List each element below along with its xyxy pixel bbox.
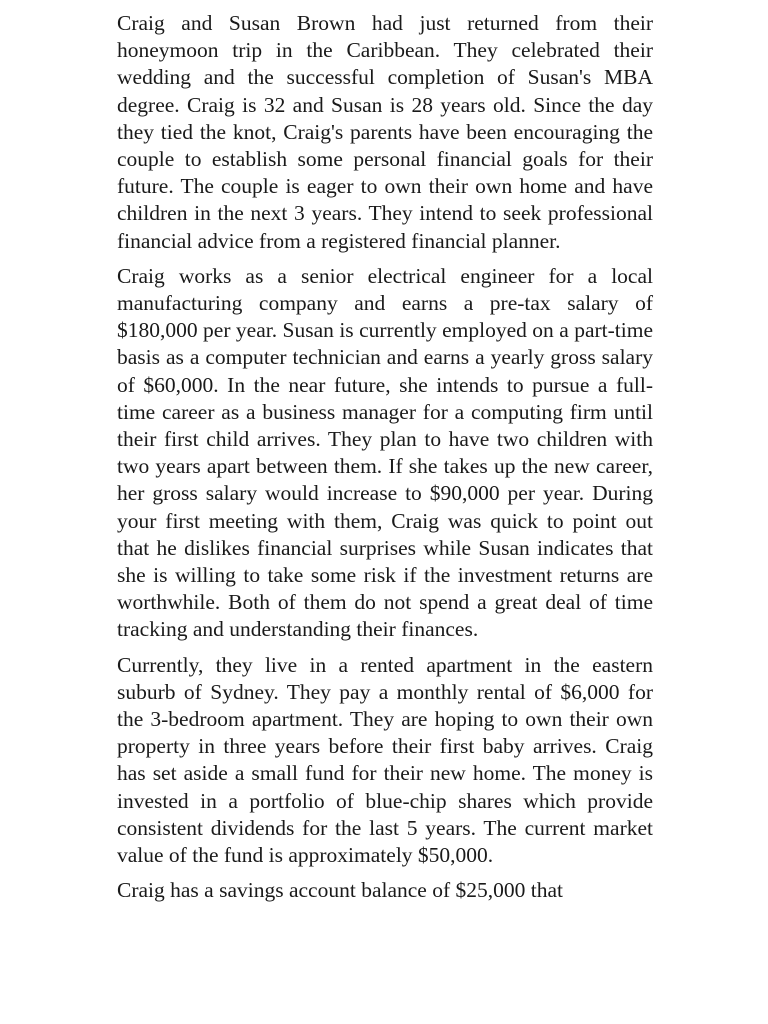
paragraph-intro: Craig and Susan Brown had just returned from their honeymoon trip in the Caribbean. They celebrated their wedding and the successful completion of Susan's MBA degree. Craig is 32 and Susan is 28 years old. Since the day they tied the knot, Craig's parents have been encouraging the couple to establish some personal financial goals for their future. The couple is eager to own their own home and have children in the next 3 years. They intend to seek professional financial advice from a registered financial planner. [117,11,653,253]
paragraph-employment: Craig works as a senior electrical engineer for a local manufacturing company and earns a pre-tax salary of $180,000 per year. Susan is currently employed on a part-time basis as a computer technician and earns a yearly gross salary of $60,000. In the near future, she intends to pursue a full-time career as a business manager for a computing firm until their first child arrives. They plan to have two children with two years apart between them. If she takes up the new career, her gross salary would increase to $90,000 per year. During your first meeting with them, Craig was quick to point out that he dislikes financial surprises while Susan indicates that she is willing to take some risk if the investment returns are worthwhile. Both of them do not spend a great deal of time tracking and understanding their finances. [117,263,653,642]
paragraph-housing: Currently, they live in a rented apartment in the eastern suburb of Sydney. They pay a monthly rental of $6,000 for the 3-bedroom apartment. They are hoping to own their own property in three years before their first baby arrives. Craig has set aside a small fund for their new home. The money is invested in a portfolio of blue-chip shares which provide consistent dividends for the last 5 years. The current market value of the fund is approximately $50,000. [117,652,653,868]
document-page [117,10,653,913]
paragraph-savings: Craig has a savings account balance of $25,000 that [117,878,563,903]
